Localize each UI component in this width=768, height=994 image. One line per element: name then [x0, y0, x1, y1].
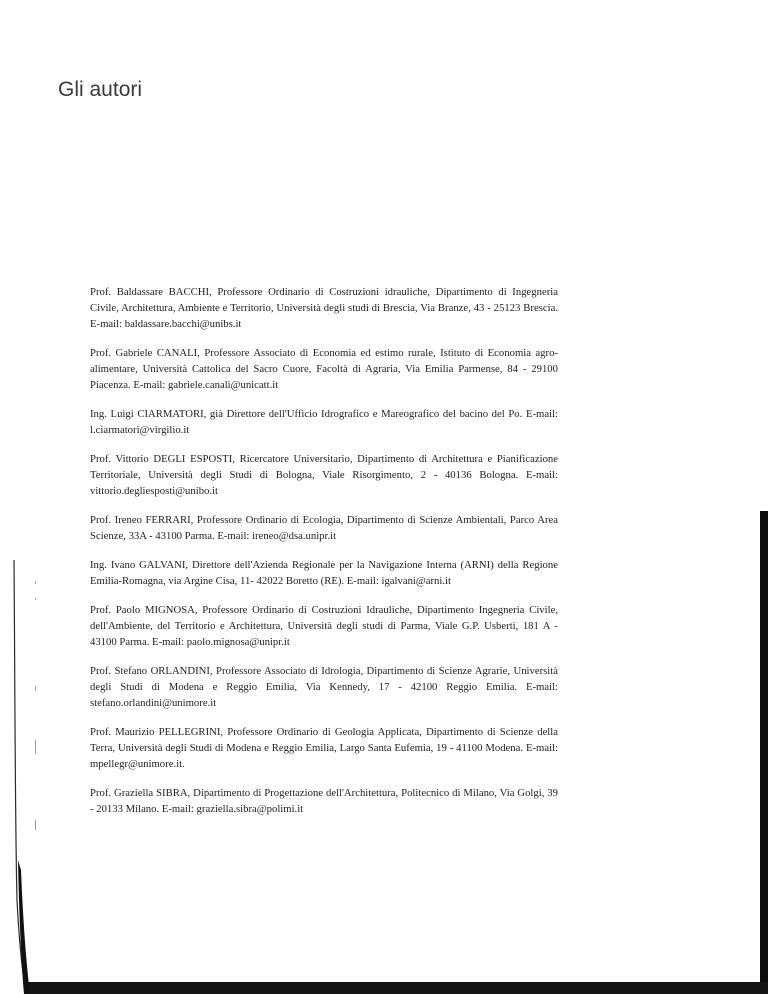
author-entry: Prof. Graziella SIBRA, Dipartimento di Progettazione dell'Architettura, Politecnico di Milano, Via Golgi, 39 - 20133 Milano. E-mail: graziella.sibra@polimi.it: [90, 787, 558, 815]
author-entry: Prof. Ireneo FERRARI, Professore Ordinario di Ecologia, Dipartimento di Scienze Ambientali, Parco Area Scienze, 33A - 43100 Parma. E-mail: ireneo@dsa.unipr.it: [90, 514, 558, 542]
author-entry: Ing. Luigi CIARMATORI, già Direttore dell'Ufficio Idrografico e Mareografico del bacino del Po. E-mail: l.ciarmatori@virgilio.it: [90, 408, 558, 436]
scan-mark: [35, 740, 36, 754]
author-entry: Prof. Baldassare BACCHI, Professore Ordinario di Costruzioni idrauliche, Dipartimento di Ingegneria Civile, Architettura, Ambiente e Territorio, Università degli studi di Brescia, Via Branze, 43 - 25123 Brescia. E-mail: baldassare.bacchi@unibs.it: [90, 286, 558, 330]
author-entry: Prof. Paolo MIGNOSA, Professore Ordinario di Costruzioni Idrauliche, Dipartimento Ingegneria Civile, dell'Ambiente, del Territorio e Architettura, Università degli studi di Parma, Viale G.P. Usberti, 181 A - 43100 Parma. E-mail: paolo.mignosa@unipr.it: [90, 604, 558, 648]
author-entry: Prof. Maurizio PELLEGRINI, Professore Ordinario di Geologia Applicata, Dipartimento di Scienze della Terra, Università degli Studi di Modena e Reggio Emilia, Largo Santa Eufemia, 19 - 41100 Modena. E-mail: mpellegr@unimore.it.: [90, 726, 558, 770]
scan-mark: [35, 581, 36, 584]
scan-edge-shadow-right: [760, 511, 768, 994]
scan-edge-shadow-bottom: [0, 982, 768, 994]
page-title: Gli autori: [58, 78, 143, 101]
author-entry: Prof. Gabriele CANALI, Professore Associato di Economia ed estimo rurale, Istituto di Economia agro-alimentare, Università Cattolica del Sacro Cuore, Facoltà di Agraria, Via Emilia Parmense, 84 - 29100 Piacenza. E-mail: gabriele.canali@unicatt.it: [90, 347, 558, 391]
scan-mark: [35, 598, 36, 600]
author-list: [90, 284, 558, 830]
scan-page-curl-left: [0, 560, 40, 994]
scan-mark: [35, 820, 36, 830]
author-entry: Ing. Ivano GALVANI, Direttore dell'Azienda Regionale per la Navigazione Interna (ARNI) della Regione Emilia-Romagna, via Argine Cisa, 11- 42022 Boretto (RE). E-mail: igalvani@arni.it: [90, 559, 558, 587]
author-entry: Prof. Vittorio DEGLI ESPOSTI, Ricercatore Universitario, Dipartimento di Architettura e Pianificazione Territoriale, Università degli Studi di Bologna, Viale Risorgimento, 2 - 40136 Bologna. E-mail: vittorio.degliesposti@unibo.it: [90, 453, 558, 497]
scan-mark: [35, 686, 36, 691]
author-entry: Prof. Stefano ORLANDINI, Professore Associato di Idrologia, Dipartimento di Scienze Agrarie, Università degli Studi di Modena e Reggio Emilia, Via Kennedy, 17 - 42100 Reggio Emilia. E-mail: stefano.orlandini@unimore.it: [90, 665, 558, 709]
